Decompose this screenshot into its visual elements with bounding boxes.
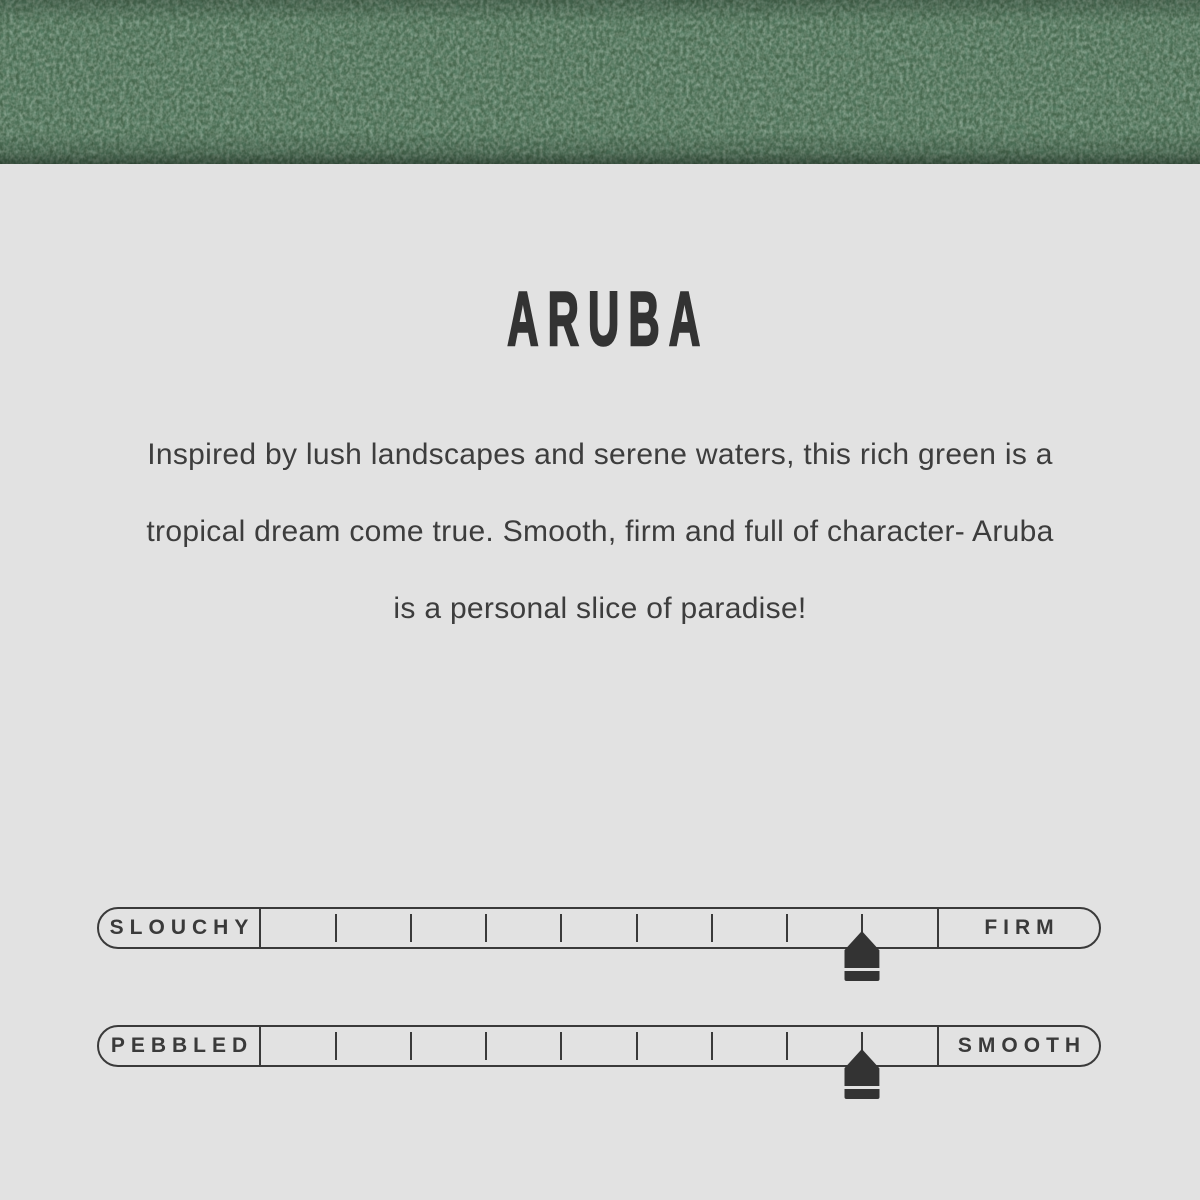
tick-mark — [711, 1032, 713, 1060]
description-line: tropical dream come true. Smooth, firm and full of character- Aruba — [146, 515, 1054, 548]
leather-texture-banner — [0, 0, 1200, 164]
firmness-scale-right-label: FIRM — [984, 916, 1060, 939]
tick-mark — [335, 914, 337, 942]
firmness-scale-left-label: SLOUCHY — [109, 916, 255, 939]
tick-mark — [636, 1032, 638, 1060]
tick-mark — [711, 914, 713, 942]
tick-mark — [560, 1032, 562, 1060]
tick-mark — [786, 1032, 788, 1060]
firmness-scale-left-section — [99, 909, 261, 947]
tick-mark — [410, 914, 412, 942]
tick-mark — [786, 914, 788, 942]
page-title-text: ARUBA — [506, 277, 710, 362]
tick-mark — [410, 1032, 412, 1060]
texture-scale — [97, 1025, 1101, 1067]
tick-mark — [485, 1032, 487, 1060]
description — [0, 416, 1200, 647]
position-marker-icon — [844, 1049, 879, 1099]
firmness-scale-track — [261, 909, 937, 947]
position-marker-base — [844, 1089, 879, 1099]
leather-texture-image — [0, 0, 1200, 164]
position-marker-icon — [844, 931, 879, 981]
firmness-scale — [97, 907, 1101, 949]
tick-mark — [636, 914, 638, 942]
position-marker-head — [844, 1049, 879, 1086]
texture-scale-left-section — [99, 1027, 261, 1065]
tick-mark — [485, 914, 487, 942]
texture-scale-right-section — [937, 1027, 1099, 1065]
texture-scale-right-label: SMOOTH — [957, 1034, 1087, 1057]
position-marker-base — [844, 971, 879, 981]
position-marker-head — [844, 931, 879, 968]
description-line: is a personal slice of paradise! — [393, 592, 807, 625]
tick-mark — [335, 1032, 337, 1060]
description-line: Inspired by lush landscapes and serene waters, this rich green is a — [147, 438, 1053, 471]
tick-mark — [560, 914, 562, 942]
texture-scale-track — [261, 1027, 937, 1065]
page-title — [0, 277, 1200, 362]
firmness-scale-right-section — [937, 909, 1099, 947]
texture-scale-left-label: PEBBLED — [110, 1034, 254, 1057]
